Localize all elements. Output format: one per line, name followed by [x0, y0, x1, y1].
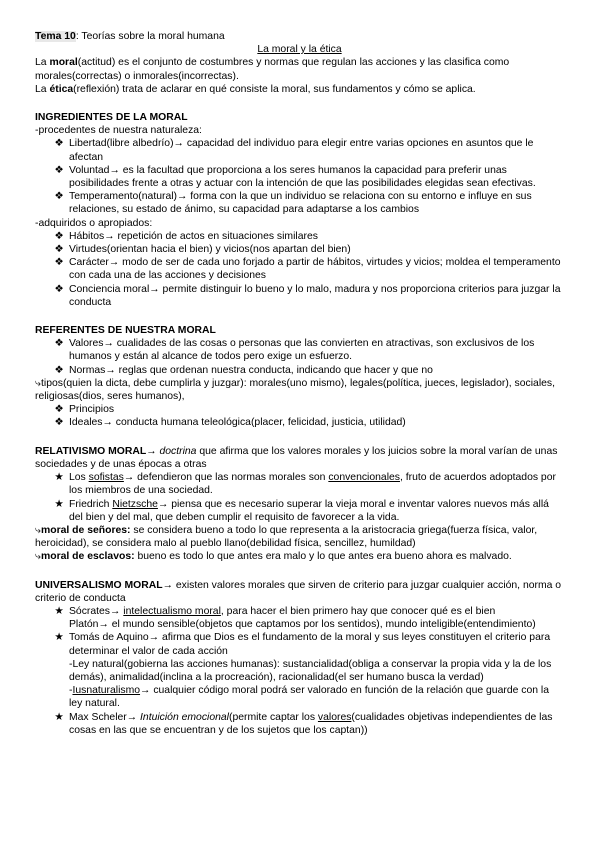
- list-item: ❖ Ideales→ conducta humana teleológica(placer, felicidad, justicia, utilidad): [54, 417, 406, 429]
- diamond-bullet-icon: ❖: [54, 244, 64, 256]
- list-item: ❖ Voluntad→ es la facultad que proporciona a los seres humanos la capacidad para preferir unas posibilidades frente a otras y actuar con la intención de que las posibilidades elegidas sean efectivas.: [54, 164, 536, 190]
- moral-esclavos: ⤷moral de esclavos: bueno es todo lo que antes era malo y lo que antes era bueno ahora es malvado.: [35, 551, 512, 563]
- diamond-bullet-icon: ❖: [54, 191, 64, 203]
- star-bullet-icon: ★: [54, 605, 64, 617]
- group-adquiridos: -adquiridos o apropiados:: [35, 217, 153, 229]
- list-item: ★ Friedrich Nietzsche→ piensa que es necesario superar la vieja moral e inventar valores nuevos más allá del bien y del mal, que deben cumplir el requisito de favorecer a la vida.: [54, 498, 549, 523]
- document-header: [35, 30, 564, 43]
- list-item: ❖ Libertad(libre albedrío)→ capacidad del individuo para elegir entre varias opciones en asuntos que le afectan: [54, 138, 534, 163]
- diamond-bullet-icon: ❖: [54, 164, 64, 176]
- tipos-normas: ⤷tipos(quien la dicta, debe cumplirla y juzgar): morales(uno mismo), legales(política, jueces, legislador), sociales, religiosas(dios, seres humanos),: [35, 377, 555, 403]
- star-bullet-icon: ★: [54, 632, 64, 644]
- list-item: ❖ Normas→ reglas que ordenan nuestra conducta, indicando que hacer y que no: [54, 364, 433, 376]
- definition-etica: La ética(reflexión) trata de aclarar en qué consiste la moral, sus fundamentos y cómo se aplica.: [35, 83, 476, 95]
- list-adquiridos: [35, 230, 564, 309]
- list-naturaleza: [35, 137, 564, 216]
- section-title-referentes: REFERENTES DE NUESTRA MORAL: [35, 325, 216, 337]
- star-bullet-icon: ★: [54, 498, 64, 510]
- group-naturaleza: -procedentes de nuestra naturaleza:: [35, 125, 202, 137]
- hook-arrow-icon: ⤷: [35, 524, 41, 536]
- list-item: ★ Max Scheler→ Intuición emocional(permite captar los valores(cualidades objetivas independientes de las cosas en las que se encuentran y de los sujetos que los captan)): [54, 711, 553, 736]
- list-item: ❖ Valores→ cualidades de las cosas o personas que las convierten en atractivas, son exclusivos de los humanos y están al alcance de todos pero exige un esfuerzo.: [54, 338, 535, 363]
- diamond-bullet-icon: ❖: [54, 404, 64, 416]
- list-referentes-2: [35, 403, 564, 429]
- list-item: ❖ Hábitos→ repetición de actos en situaciones similares: [54, 230, 318, 242]
- list-universalismo: [35, 605, 564, 737]
- list-item: ★ Tomás de Aquino→ afirma que Dios es el fundamento de la moral y sus leyes constituyen el criterio para determinar el valor de cada acción -Ley natural(gobierna las acciones humanas): sustancialidad(obliga a conservar la propia vida y la de los demás), animalidad(inclina a la procreación), racionalidad(el ser humano busca la verdad) -Iusnaturalismo→ cualquier código moral podrá ser valorado en función de la relación que guarde con la ley natural.: [54, 632, 552, 710]
- diamond-bullet-icon: ❖: [54, 364, 64, 376]
- diamond-bullet-icon: ❖: [54, 138, 64, 150]
- list-item: ❖ Principios: [54, 404, 115, 416]
- relativismo-intro: RELATIVISMO MORAL→ doctrina que afirma que los valores morales y los juicios sobre la moral varían de unas sociedades y de unas épocas a otras: [35, 445, 558, 470]
- list-item: ❖ Virtudes(orientan hacia el bien) y vicios(nos apartan del bien): [54, 244, 351, 256]
- star-bullet-icon: ★: [54, 472, 64, 484]
- list-referentes: [35, 337, 564, 377]
- diamond-bullet-icon: ❖: [54, 283, 64, 295]
- diamond-bullet-icon: ❖: [54, 230, 64, 242]
- list-item: ❖ Temperamento(natural)→ forma con la que un individuo se relaciona con su entorno e influye en sus relaciones, su estado de ánimo, su capacidad para adaptarse a los cambios: [54, 191, 532, 216]
- tema-title: : Teorías sobre la moral humana: [75, 31, 225, 42]
- star-bullet-icon: ★: [54, 711, 64, 723]
- list-item: ★ Los sofistas→ defendieron que las normas morales son convencionales, fruto de acuerdos adoptados por los miembros de una sociedad.: [54, 472, 556, 497]
- definition-moral: La moral(actitud) es el conjunto de costumbres y normas que regulan las acciones y las clasifica como morales(correctas) o inmorales(incorrectas).: [35, 57, 510, 82]
- diamond-bullet-icon: ❖: [54, 338, 64, 350]
- list-item: ★ Sócrates→ intelectualismo moral, para hacer el bien primero hay que conocer qué es el bien Platón→ el mundo sensible(objetos que captamos por los sentidos), mundo inteligible(entendimiento): [54, 605, 536, 631]
- diamond-bullet-icon: ❖: [54, 417, 64, 429]
- moral-senores: ⤷moral de señores: se considera bueno a todo lo que representa a la aristocracia griega(fuerza física, valor, heroicidad), se considera malo al pueblo llano(debilidad física, sencillez, humildad): [35, 524, 538, 550]
- universalismo-intro: UNIVERSALISMO MORAL→ existen valores morales que sirven de criterio para juzgar cualquier acción, norma o criterio de conducta: [35, 579, 562, 604]
- tema-label: Tema 10: [35, 31, 76, 42]
- diamond-bullet-icon: ❖: [54, 257, 64, 269]
- list-relativismo: [35, 471, 564, 524]
- list-item: ❖ Carácter→ modo de ser de cada uno forjado a partir de hábitos, virtudes y vicios; moldea el temperamento con cada una de las acciones y decisiones: [54, 257, 561, 282]
- hook-arrow-icon: ⤷: [35, 551, 41, 563]
- section-title-ingredientes: INGREDIENTES DE LA MORAL: [35, 112, 188, 124]
- subtitle: La moral y la ética: [257, 44, 342, 56]
- hook-arrow-icon: ⤷: [35, 377, 41, 389]
- list-item: ❖ Conciencia moral→ permite distinguir lo bueno y lo malo, madura y nos proporciona criterios para juzgar la conducta: [54, 283, 561, 308]
